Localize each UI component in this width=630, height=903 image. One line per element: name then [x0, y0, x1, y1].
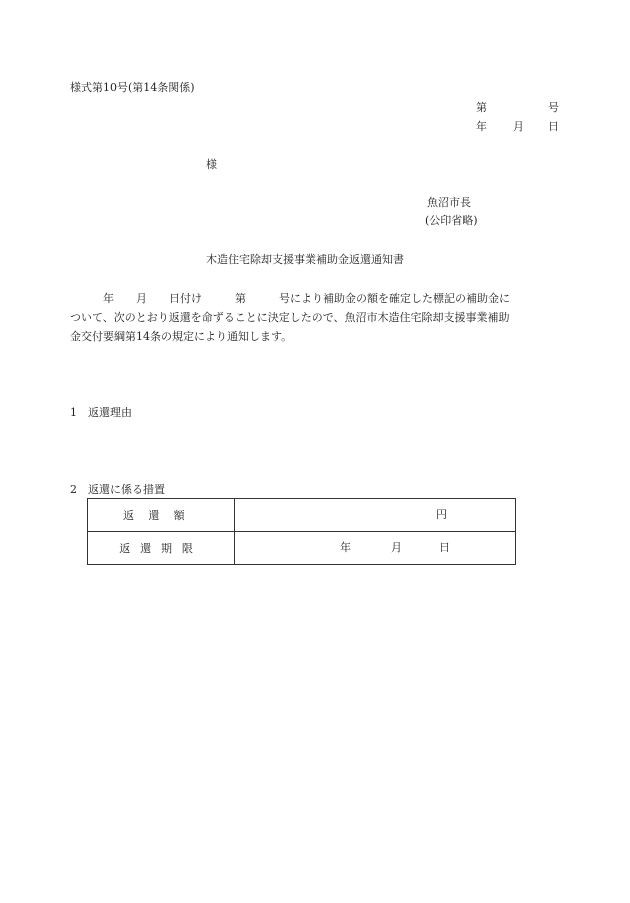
issuer-title: 魚沼市長 — [427, 196, 471, 209]
body-paragraph-line: 年 月 日付け 第 号により補助金の額を確定した標記の補助金に — [70, 292, 510, 305]
refund-amount-label: 返還額 — [123, 509, 199, 522]
deadline-year-unit: 年 — [340, 541, 351, 554]
section-heading-measures: 2 返還に係る措置 — [70, 483, 165, 496]
refund-deadline-label-cell — [88, 532, 235, 565]
issue-number-prefix: 第 — [476, 101, 487, 114]
body-paragraph-line: ついて、次のとおり返還を命ずることに決定したので、魚沼市木造住宅除却支援事業補助 — [70, 311, 510, 324]
table-row — [88, 532, 516, 565]
document-title: 木造住宅除却支援事業補助金返還通知書 — [206, 253, 404, 266]
issue-number-suffix: 号 — [548, 101, 559, 114]
seal-omitted-note: (公印省略) — [425, 214, 478, 227]
issue-date-month: 月 — [513, 120, 524, 133]
refund-deadline-value-cell — [235, 532, 516, 565]
section-heading-reason: 1 返還理由 — [70, 406, 132, 419]
deadline-day-unit: 日 — [439, 541, 450, 554]
table-row — [88, 499, 516, 532]
issue-date-year: 年 — [476, 120, 487, 133]
recipient-honorific: 様 — [206, 158, 217, 171]
refund-deadline-label: 返還期限 — [119, 542, 203, 555]
refund-amount-label-cell — [88, 499, 235, 532]
body-paragraph-line: 金交付要綱第14条の規定により通知します。 — [70, 330, 293, 343]
refund-amount-value-cell — [235, 499, 516, 532]
refund-measures-table — [87, 498, 516, 565]
deadline-month-unit: 月 — [391, 541, 402, 554]
yen-unit: 円 — [436, 508, 447, 521]
form-label: 様式第10号(第14条関係) — [70, 81, 195, 94]
issue-date-day: 日 — [548, 120, 559, 133]
